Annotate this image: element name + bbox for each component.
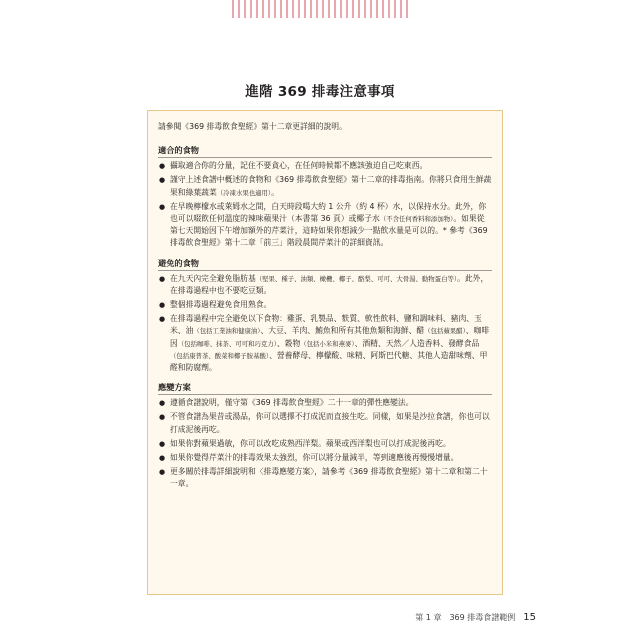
stripe-line: [268, 0, 270, 18]
bullet-text: [170, 160, 492, 172]
stripe-line: [286, 0, 288, 18]
text-segment: 、咖啡因: [170, 326, 490, 348]
bullet-item: [158, 313, 492, 374]
section-divider: [158, 394, 492, 395]
text-segment: 在九天內完全避免脂肪基: [170, 273, 256, 283]
bullet-icon: ●: [159, 439, 166, 448]
stripe-line: [334, 0, 336, 18]
bullet-item: [158, 273, 492, 297]
stripe-line: [232, 0, 234, 18]
stripe-line: [304, 0, 306, 18]
bullet-text: [170, 452, 492, 464]
stripe-line: [394, 0, 396, 18]
text-segment: 如果你覺得芹菜汁的排毒效果太強烈，你可以將分量減半，等到適應後再慢慢增量。: [170, 453, 459, 463]
text-segment: 不管食譜為果昔或湯品，你可以選擇不打成泥而直接生吃。同樣，如果是沙拉食譜，你也可以打成泥後再吃。: [170, 412, 490, 434]
intro-text: 請參閱《369 排毒飲食聖經》第十二章更詳細的說明。: [158, 122, 347, 131]
stripe-line: [292, 0, 294, 18]
section-title: 適合的食物: [158, 145, 199, 156]
bullet-icon: ●: [159, 315, 166, 324]
top-decorative-stripes: [0, 0, 640, 20]
notes-box: [147, 110, 503, 595]
page-title: 進階 369 排毒注意事項: [245, 84, 395, 100]
section: [158, 257, 492, 375]
bullet-icon: ●: [159, 202, 166, 211]
parenthetical-note: （包括工業油和健康油）: [193, 327, 261, 336]
bullet-icon: ●: [159, 468, 166, 477]
bullet-icon: ●: [159, 176, 166, 185]
parenthetical-note: （包括蘋果醋）: [424, 327, 466, 336]
text-segment: 在早晚檸檬水或萊姆水之間，白天時段喝大約 1 公升（約 4 杯）水，以保持水分。此外，你也可以啜飲任何溫度的辣味蘋果汁（本書第 36 頁）或椰子水: [170, 201, 487, 224]
bullet-icon: ●: [159, 274, 166, 283]
text-segment: 。此外，在排毒過程中也不要吃豆類。: [170, 273, 489, 295]
parenthetical-note: （包括咖啡、抹茶、可可和巧克力）: [177, 339, 277, 348]
stripe-line: [316, 0, 318, 18]
section-title: 應變方案: [158, 382, 191, 393]
bullet-item: [158, 174, 492, 198]
bullet-text: [170, 201, 492, 250]
bullet-icon: ●: [159, 413, 166, 422]
bullet-text: [170, 313, 492, 374]
parenthetical-note: （堅果、種子、油類、橄欖、椰子、酪梨、可可、大骨湯、動物蛋白等）: [255, 274, 458, 283]
bullet-icon: ●: [159, 301, 166, 310]
stripe-line: [364, 0, 366, 18]
stripe-line: [280, 0, 282, 18]
text-segment: 、穀物: [276, 338, 301, 348]
stripe-line: [358, 0, 360, 18]
section: [158, 144, 492, 249]
stripe-line: [406, 0, 408, 18]
text-segment: 更多關於排毒詳細說明和〈排毒應變方案〉，請參考《369 排毒飲食聖經》第十二章和第二十一章。: [170, 467, 488, 489]
bullet-icon: ●: [159, 162, 166, 171]
section-title: 避免的食物: [158, 257, 199, 268]
stripe-line: [388, 0, 390, 18]
parenthetical-note: （包括康普茶、酸菜和椰子胺基酸）: [170, 351, 270, 360]
stripe-line: [382, 0, 384, 18]
text-segment: 。: [271, 187, 279, 197]
bullet-item: [158, 452, 492, 464]
stripe-line: [370, 0, 372, 18]
text-segment: 。如果從第七天開始因下午增加額外的芹菜汁，這時如果你想減少一點飲水量是可以的。* 參考《369 排毒飲食聖經》第十二章「前三」階段晨間芹菜汁的詳細資訊。: [170, 214, 488, 248]
stripe-line: [262, 0, 264, 18]
stripe-line: [244, 0, 246, 18]
parenthetical-note: （包括小米和燕麥）: [300, 339, 355, 348]
text-segment: 在排毒過程中完全避免以下食物：雞蛋、乳製品、麩質、軟性飲料、鹽和調味料、豬肉、玉米、油: [170, 314, 482, 336]
bullet-item: [158, 397, 492, 409]
stripe-line: [274, 0, 276, 18]
stripe-line: [310, 0, 312, 18]
stripe-line: [328, 0, 330, 18]
bullet-item: [158, 411, 492, 435]
text-segment: 攝取適合你的分量，記住不要貪心，在任何時候都不應該強迫自己吃東西。: [170, 161, 428, 171]
bullet-item: [158, 466, 492, 490]
sections-container: [158, 144, 492, 490]
text-segment: 整個排毒過程避免食用熟食。: [170, 300, 272, 310]
text-segment: 、大豆、羊肉、鮪魚和所有其他魚類和海鮮、醋: [260, 326, 425, 336]
bullet-text: [170, 273, 492, 297]
stripe-line: [346, 0, 348, 18]
stripe-line: [298, 0, 300, 18]
bullet-item: [158, 438, 492, 450]
text-segment: 、酒精、天然／人造香料、發酵食品: [354, 338, 480, 348]
bullet-item: [158, 201, 492, 250]
stripe-line: [322, 0, 324, 18]
text-segment: 謹守上述食譜中概述的食物和《369 排毒飲食聖經》第十二章的排毒指南。你將只食用生鮮蔬果和綠葉蔬菜: [170, 175, 492, 197]
stripe-line: [340, 0, 342, 18]
stripe-line: [250, 0, 252, 18]
footer-chapter: 第 1 章: [415, 613, 442, 622]
stripe-line: [376, 0, 378, 18]
stripe-line: [238, 0, 240, 18]
parenthetical-note: （不含任何香料和添加物）: [379, 215, 454, 224]
footer-chapter-title: 369 排毒食譜範例: [449, 613, 516, 622]
text-segment: 如果你對蘋果過敏，你可以改吃成熟西洋梨。蘋果或西洋梨也可以打成泥後再吃。: [170, 438, 451, 448]
text-segment: 遵循食譜說明，僅守第《369 排毒飲食聖經》二十一章的彈性應變法。: [170, 398, 414, 408]
bullet-text: [170, 397, 492, 409]
bullet-text: [170, 411, 492, 435]
bullet-text: [170, 466, 492, 490]
bullet-icon: ●: [159, 399, 166, 408]
bullet-item: [158, 160, 492, 172]
page-footer: [415, 612, 536, 623]
stripe-line: [256, 0, 258, 18]
bullet-text: [170, 438, 492, 450]
text-segment: 、營養酵母、檸檬酸、味精、阿斯巴代糖、其他人造甜味劑、甲醛和防腐劑。: [170, 350, 488, 373]
bullet-text: [170, 299, 492, 311]
section: [158, 381, 492, 490]
parenthetical-note: （冷凍水果也適用）: [216, 188, 272, 197]
page-number: 15: [523, 612, 536, 623]
bullet-text: [170, 174, 492, 198]
section-divider: [158, 157, 492, 158]
bullet-item: [158, 299, 492, 311]
stripe-line: [352, 0, 354, 18]
bullet-icon: ●: [159, 454, 166, 463]
section-divider: [158, 270, 492, 271]
stripe-line: [400, 0, 402, 18]
